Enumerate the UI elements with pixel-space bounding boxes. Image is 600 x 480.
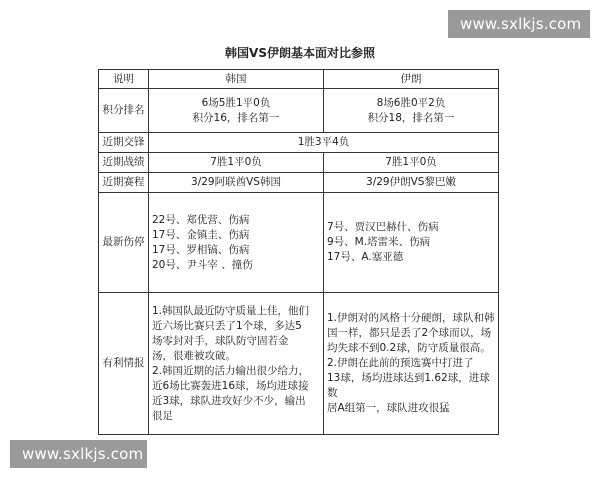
table-row bbox=[99, 133, 499, 153]
iran-injuries bbox=[324, 193, 499, 293]
header-iran: 伊朗 bbox=[324, 70, 499, 89]
korea-intel: 1.韩国队最近防守质量上佳，他们 近六场比赛只丢了1个球，多达5 场零封对手，球队防守固若金 汤，很难被攻破。 2.韩国近期的活力输出很少给力， 近6场比赛轰进16球，场均进球接 近3球，球队进攻好少不少，输出 很足 bbox=[149, 293, 324, 435]
row-label-ranking: 积分排名 bbox=[99, 89, 149, 133]
table-row bbox=[99, 293, 499, 435]
page-title: 韩国VS伊朗基本面对比参照 bbox=[225, 46, 375, 60]
korea-injuries bbox=[149, 193, 324, 293]
list-item: 17号、A.塞亚德 bbox=[327, 251, 404, 263]
korea-ranking: 6场5胜1平0负 积分16，排名第一 bbox=[149, 89, 324, 133]
korea-schedule: 3/29阿联酋VS韩国 bbox=[149, 173, 324, 193]
iran-schedule: 3/29伊朗VS黎巴嫩 bbox=[324, 173, 499, 193]
row-label-form: 近期战绩 bbox=[99, 153, 149, 173]
row-label-schedule: 近期赛程 bbox=[99, 173, 149, 193]
korea-form: 7胜1平0负 bbox=[149, 153, 324, 173]
row-label-h2h: 近期交锋 bbox=[99, 133, 149, 153]
list-item: 20号、尹斗宰 、撞伤 bbox=[152, 258, 253, 271]
watermark-bottom: www.sxlkjs.com bbox=[10, 440, 147, 468]
table-row bbox=[99, 89, 499, 133]
comparison-table bbox=[98, 69, 499, 435]
list-item: 7号、贾汉巴赫什、伤病 bbox=[327, 221, 439, 233]
h2h-record: 1胜3平4负 bbox=[149, 133, 499, 153]
row-label-injuries: 最新伤停 bbox=[99, 193, 149, 293]
header-label: 说明 bbox=[99, 70, 149, 89]
list-item: 17号、金镇圭、伤病 bbox=[152, 228, 250, 241]
iran-ranking: 8场6胜0平2负 积分18，排名第一 bbox=[324, 89, 499, 133]
list-item: 22号、郑优营、伤病 bbox=[152, 213, 250, 226]
table-row bbox=[99, 153, 499, 173]
watermark-top: www.sxlkjs.com bbox=[448, 10, 590, 38]
table-header-row bbox=[99, 70, 499, 89]
table-row bbox=[99, 193, 499, 293]
list-item: 9号、M.塔雷米、伤病 bbox=[327, 236, 431, 248]
row-label-intel: 有利情报 bbox=[99, 293, 149, 435]
iran-form: 7胜1平0负 bbox=[324, 153, 499, 173]
table-row bbox=[99, 173, 499, 193]
list-item: 17号、罗相镐、伤病 bbox=[152, 243, 250, 256]
header-korea: 韩国 bbox=[149, 70, 324, 89]
iran-intel: 1.伊朗对的风格十分硬朗，球队和韩 国一样，都只是丢了2个球而以，场 均失球不到0.2球，防守质量很高。 2.伊朗在此前的预选赛中打进了 13球，场均进球达到1.62球，进球数 居A组第一，球队进攻很猛 bbox=[324, 293, 499, 435]
